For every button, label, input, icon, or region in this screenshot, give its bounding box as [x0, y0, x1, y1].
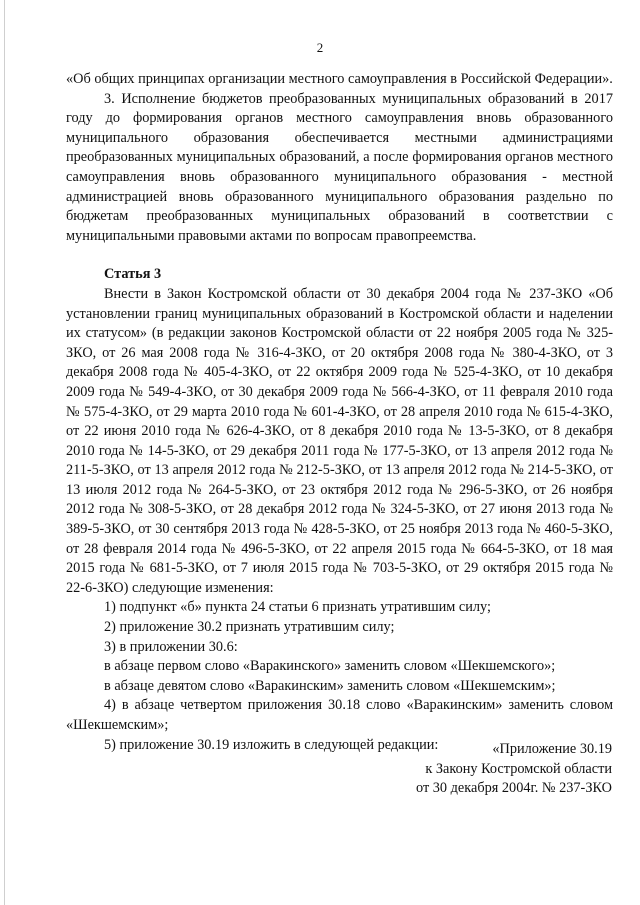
document-body	[66, 70, 613, 755]
amendment-item-3-para-2: в абзаце девятом слово «Варакинским» заменить словом «Шекшемским»;	[104, 677, 556, 694]
amendment-item-4: 4) в абзаце четвертом приложения 30.18 слово «Варакинским» заменить словом «Шекшемским»;	[66, 697, 613, 733]
article-heading: Статья 3	[104, 266, 162, 283]
article-intro: Внести в Закон Костромской области от 30 декабря 2004 года № 237-ЗКО «Об установлении границ муниципальных образований в Костромской области и наделении их статусом» (в редакции законов Костромской области от 22 ноября 2005 года № 325-ЗКО, от 26 мая 2008 года № 316-4-ЗКО, от 20 октября 2008 года № 380-4-ЗКО, от 3 декабря 2008 года № 405-4-ЗКО, от 22 октября 2009 года № 525-4-ЗКО, от 10 декабря 2009 года № 549-4-ЗКО, от 30 декабря 2009 года № 566-4-ЗКО, от 11 февраля 2010 года № 575-4-ЗКО, от 29 марта 2010 года № 601-4-ЗКО, от 28 апреля 2010 года № 615-4-ЗКО, от 22 июня 2010 года № 626-4-ЗКО, от 8 декабря 2010 года № 13-5-ЗКО, от 8 декабря 2010 года № 14-5-ЗКО, от 29 декабря 2011 года № 177-5-ЗКО, от 13 апреля 2012 года № 211-5-ЗКО, от 13 апреля 2012 года № 212-5-ЗКО, от 13 апреля 2012 года № 214-5-ЗКО, от 13 июля 2012 года № 264-5-ЗКО, от 23 октября 2012 года № 296-5-ЗКО, от 26 ноября 2012 года № 308-5-ЗКО, от 28 декабря 2012 года № 324-5-ЗКО, от 27 июня 2013 года № 389-5-ЗКО, от 30 сентября 2013 года № 428-5-ЗКО, от 25 ноября 2013 года № 460-5-ЗКО, от 28 февраля 2014 года № 496-5-ЗКО, от 22 апреля 2015 года № 664-5-ЗКО, от 18 мая 2015 года № 681-5-ЗКО, от 7 июля 2015 года № 703-5-ЗКО, от 29 октября 2015 года № 22-6-ЗКО) следующие изменения:	[66, 285, 613, 596]
paragraph-continuation: «Об общих принципах организации местного самоуправления в Российской Федерации».	[66, 71, 613, 87]
page-edge-line	[4, 0, 5, 905]
annex-header	[416, 740, 612, 799]
annex-law-date: от 30 декабря 2004г. № 237-ЗКО	[415, 780, 612, 797]
amendment-item-2: 2) приложение 30.2 признать утратившим силу;	[104, 619, 395, 636]
amendment-item-3: 3) в приложении 30.6:	[104, 638, 238, 655]
amendment-item-5: 5) приложение 30.19 изложить в следующей редакции:	[104, 736, 439, 753]
amendment-item-1: 1) подпункт «б» пункта 24 статьи 6 признать утратившим силу;	[104, 599, 491, 616]
amendment-item-3-para-1: в абзаце первом слово «Варакинского» заменить словом «Шекшемского»;	[104, 658, 556, 675]
annex-title: «Приложение 30.19	[492, 741, 612, 757]
annex-law-reference: к Закону Костромской области	[425, 760, 612, 777]
paragraph-item-3: 3. Исполнение бюджетов преобразованных муниципальных образований в 2017 году до формирования органов местного самоуправления вновь образованного муниципального образования обеспечивается местными администрациями преобразованных муниципальных образований, а после формирования органов местного самоуправления вновь образованного муниципального образования - местной администрацией вновь образованного муниципального образования раздельно по бюджетам преобразованных муниципальных образований в соответствии с муниципальными правовыми актами по вопросам правопреемства.	[66, 90, 613, 244]
page-number: 2	[316, 40, 324, 55]
